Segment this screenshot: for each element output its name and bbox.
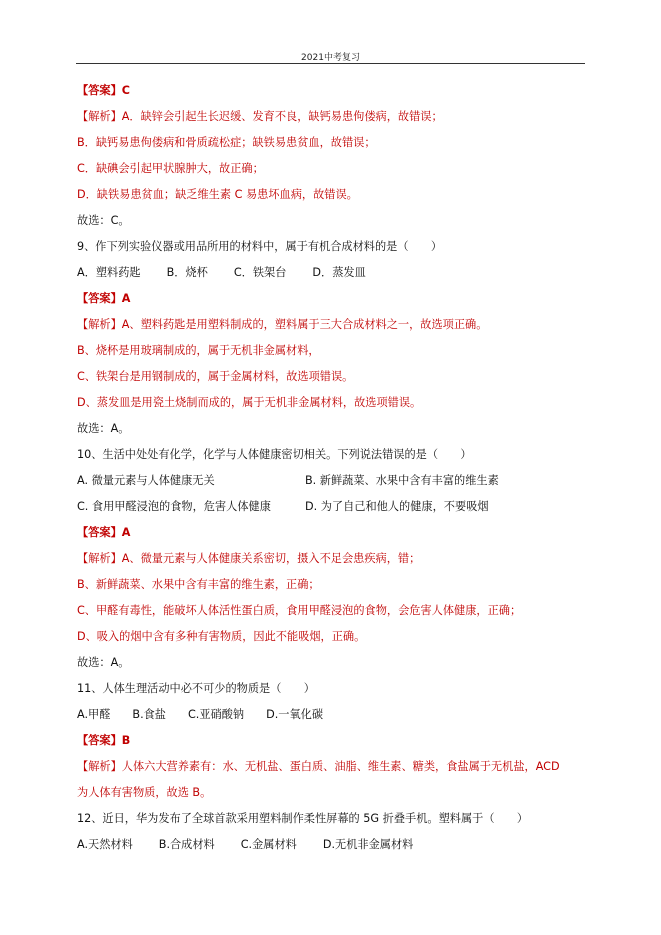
option: D. 为了自己和他人的健康，不要吸烟 bbox=[305, 500, 489, 513]
text-line: 11、人体生理活动中必不可少的物质是（ ） bbox=[77, 682, 315, 695]
text-line: 9、作下列实验仪器或用品所用的材料中，属于有机合成材料的是（ ） bbox=[77, 240, 443, 253]
option-row bbox=[77, 832, 587, 858]
option-row bbox=[77, 702, 587, 728]
option: A. 微量元素与人体健康无关 bbox=[77, 474, 215, 487]
option: C.金属材料 bbox=[240, 838, 297, 851]
option: C.亚硝酸钠 bbox=[188, 708, 245, 721]
analysis-continuation: C、甲醛有毒性，能破坏人体活性蛋白质，食用甲醛浸泡的食物，会危害人体健康，正确； bbox=[77, 604, 522, 617]
text-line: 故选：A。 bbox=[77, 656, 130, 669]
analysis-line: 【解析】A、微量元素与人体健康关系密切，摄入不足会患疾病，错； bbox=[77, 552, 421, 565]
header-divider bbox=[76, 63, 585, 64]
analysis-line: 【解析】人体六大营养素有：水、无机盐、蛋白质、油脂、维生素、糖类，食盐属于无机盐，ACD bbox=[77, 760, 560, 773]
text-line: 10、生活中处处有化学，化学与人体健康密切相关。下列说法错误的是（ ） bbox=[77, 448, 472, 461]
answer-line: 【答案】A bbox=[77, 292, 131, 305]
analysis-continuation: B、新鲜蔬菜、水果中含有丰富的维生素，正确； bbox=[77, 578, 320, 591]
option: A．塑料药匙 bbox=[77, 266, 141, 279]
text-line: 故选：A。 bbox=[77, 422, 130, 435]
text-line: 故选：C。 bbox=[77, 214, 130, 227]
option: B. 新鲜蔬菜、水果中含有丰富的维生素 bbox=[305, 474, 499, 487]
text-line: 12、近日，华为发布了全球首款采用塑料制作柔性屏幕的 5G 折叠手机。塑料属于（ ） bbox=[77, 812, 529, 825]
option: D.一氧化碳 bbox=[266, 708, 324, 721]
option: A.天然材料 bbox=[77, 838, 133, 851]
analysis-continuation: D．缺铁易患贫血；缺乏维生素 C 易患坏血病，故错误。 bbox=[77, 188, 358, 201]
analysis-continuation: C．缺碘会引起甲状腺肿大，故正确； bbox=[77, 162, 264, 175]
answer-line: 【答案】A bbox=[77, 526, 131, 539]
analysis-continuation: D、蒸发皿是用瓷土烧制而成的，属于无机非金属材料，故选项错误。 bbox=[77, 396, 422, 409]
analysis-continuation: C、铁架台是用钢制成的，属于金属材料，故选项错误。 bbox=[77, 370, 354, 383]
analysis-continuation: D、吸入的烟中含有多种有害物质，因此不能吸烟，正确。 bbox=[77, 630, 366, 643]
option-row bbox=[77, 468, 587, 494]
option: B．烧杯 bbox=[166, 266, 208, 279]
option: D．蒸发皿 bbox=[312, 266, 366, 279]
option: B.食盐 bbox=[132, 708, 166, 721]
page-header: 2021中考复习 bbox=[301, 53, 360, 63]
analysis-line: 【解析】A、塑料药匙是用塑料制成的，塑料属于三大合成材料之一，故选项正确。 bbox=[77, 318, 488, 331]
document-body bbox=[77, 78, 587, 858]
option: C．铁架台 bbox=[233, 266, 287, 279]
option: B.合成材料 bbox=[158, 838, 215, 851]
analysis-continuation: B、烧杯是用玻璃制成的，属于无机非金属材料， bbox=[77, 344, 320, 357]
answer-line: 【答案】C bbox=[77, 84, 130, 97]
option: A.甲醛 bbox=[77, 708, 111, 721]
option: D.无机非金属材料 bbox=[322, 838, 414, 851]
option-row bbox=[77, 494, 587, 520]
analysis-continuation: B．缺钙易患佝偻病和骨质疏松症；缺铁易患贫血，故错误； bbox=[77, 136, 376, 149]
option: C. 食用甲醛浸泡的食物，危害人体健康 bbox=[77, 500, 271, 513]
answer-line: 【答案】B bbox=[77, 734, 131, 747]
analysis-continuation: 为人体有害物质，故选 B。 bbox=[77, 786, 212, 799]
analysis-line: 【解析】A．缺锌会引起生长迟缓、发育不良，缺钙易患佝偻病，故错误； bbox=[77, 110, 443, 123]
option-row bbox=[77, 260, 587, 286]
